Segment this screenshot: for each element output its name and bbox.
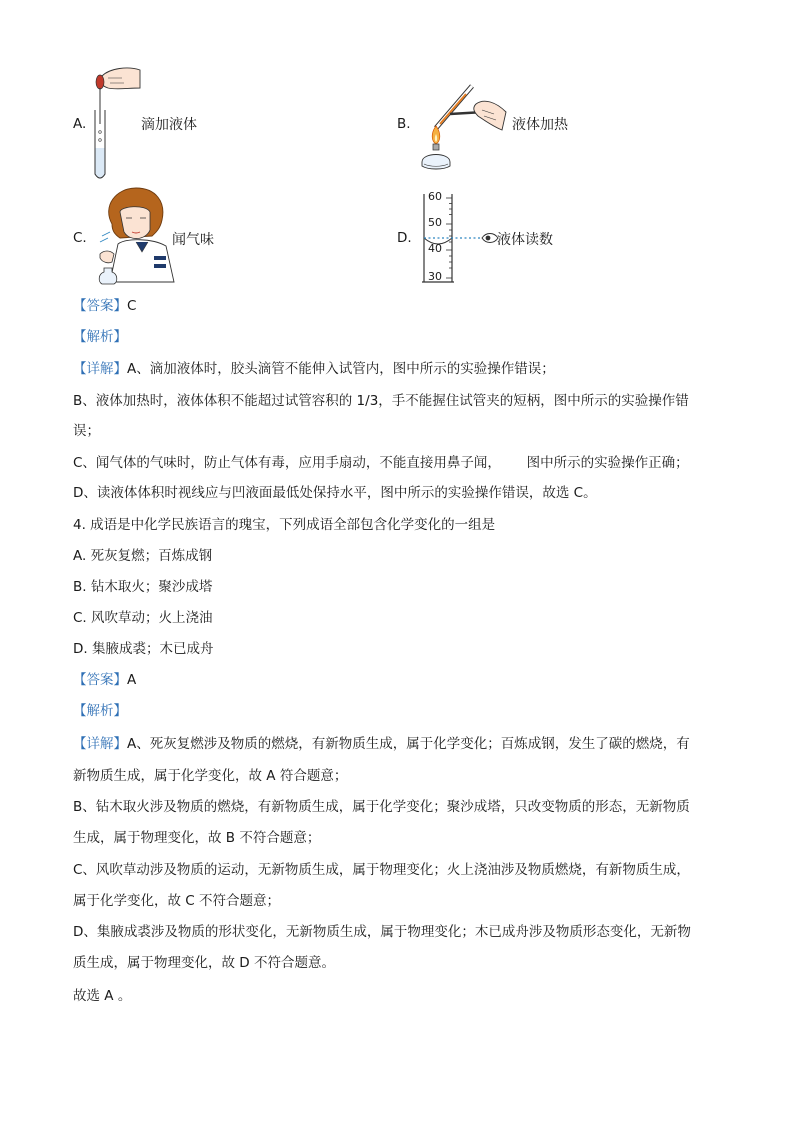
dropper-test-tube-illustration	[88, 66, 148, 186]
q3-line-text: A、滴加液体时，胶头滴管不能伸入试管内，图中所示的实验操作错误；	[127, 361, 555, 377]
q3-analysis-heading	[73, 327, 127, 347]
option-b-caption: 液体加热	[512, 117, 568, 133]
q4-answer	[73, 670, 136, 690]
cylinder-label-40: 40	[428, 242, 442, 255]
analysis-tag: 【解析】	[73, 329, 127, 345]
detail-tag: 【详解】	[73, 361, 127, 377]
q4-detail-line: 属于化学变化，故 C 不符合题意；	[73, 893, 281, 909]
detail-tag: 【详解】	[73, 736, 127, 752]
q3-detail-line: 误；	[73, 423, 100, 439]
cylinder-label-30: 30	[428, 270, 442, 283]
q4-detail-line: 生成，属于物理变化，故 B 不符合题意；	[73, 830, 321, 846]
analysis-tag: 【解析】	[73, 703, 127, 719]
q3-detail-line: B、液体加热时，液体体积不能超过试管容积的 1/3，手不能握住试管夹的短柄，图中所示的实验操作错	[73, 393, 689, 409]
q4-option: B. 钻木取火；聚沙成塔	[73, 579, 213, 595]
q3-detail-line: C、闻气体的气味时，防止气体有毒，应用手扇动，不能直接用鼻子闻， 图中所示的实验操作正确；	[73, 455, 689, 471]
option-d-letter: D.	[397, 230, 412, 246]
q4-option: C. 风吹草动；火上浇油	[73, 610, 213, 626]
answer-value: C	[127, 298, 137, 314]
smelling-gas-illustration	[96, 186, 178, 286]
q4-option: D. 集腋成裘；木已成舟	[73, 641, 214, 657]
q4-detail-line: B、钻木取火涉及物质的燃烧，有新物质生成，属于化学变化；聚沙成塔，只改变物质的形态，无新物质	[73, 799, 690, 815]
q4-detail-line: 新物质生成，属于化学变化，故 A 符合题意；	[73, 768, 348, 784]
option-b-letter: B.	[397, 116, 411, 132]
q4-detail-line: 质生成，属于物理变化，故 D 不符合题意。	[73, 955, 335, 971]
answer-value: A	[127, 672, 137, 688]
answer-tag: 【答案】	[73, 672, 127, 688]
q4-detail-line	[73, 734, 690, 754]
q4-conclusion: 故选 A 。	[73, 988, 132, 1004]
option-d-caption: 液体读数	[497, 232, 553, 248]
option-a-caption: 滴加液体	[141, 117, 197, 133]
q4-stem: 4. 成语是中化学民族语言的瑰宝，下列成语全部包含化学变化的一组是	[73, 517, 496, 533]
q4-line-text: A、死灰复燃涉及物质的燃烧，有新物质生成，属于化学变化；百炼成钢，发生了碳的燃烧，有	[127, 736, 690, 752]
alcohol-lamp-heating-illustration	[414, 72, 514, 172]
q4-detail-line: C、风吹草动涉及物质的运动，无新物质生成，属于物理变化；火上浇油涉及物质燃烧，有新物质生成，	[73, 862, 690, 878]
option-a-letter: A.	[73, 116, 87, 132]
option-c-letter: C.	[73, 230, 87, 246]
cylinder-label-60: 60	[428, 190, 442, 203]
q3-detail-line	[73, 359, 555, 379]
option-c-caption: 闻气味	[172, 232, 214, 248]
q4-analysis-heading	[73, 701, 127, 721]
q4-detail-line: D、集腋成裘涉及物质的形状变化，无新物质生成，属于物理变化；木已成舟涉及物质形态变化，无新物	[73, 924, 691, 940]
cylinder-label-50: 50	[428, 216, 442, 229]
q3-answer	[73, 296, 136, 316]
answer-tag: 【答案】	[73, 298, 127, 314]
q4-option: A. 死灰复燃；百炼成钢	[73, 548, 213, 564]
q3-detail-line: D、读液体体积时视线应与凹液面最低处保持水平，图中所示的实验操作错误，故选 C。	[73, 485, 597, 501]
